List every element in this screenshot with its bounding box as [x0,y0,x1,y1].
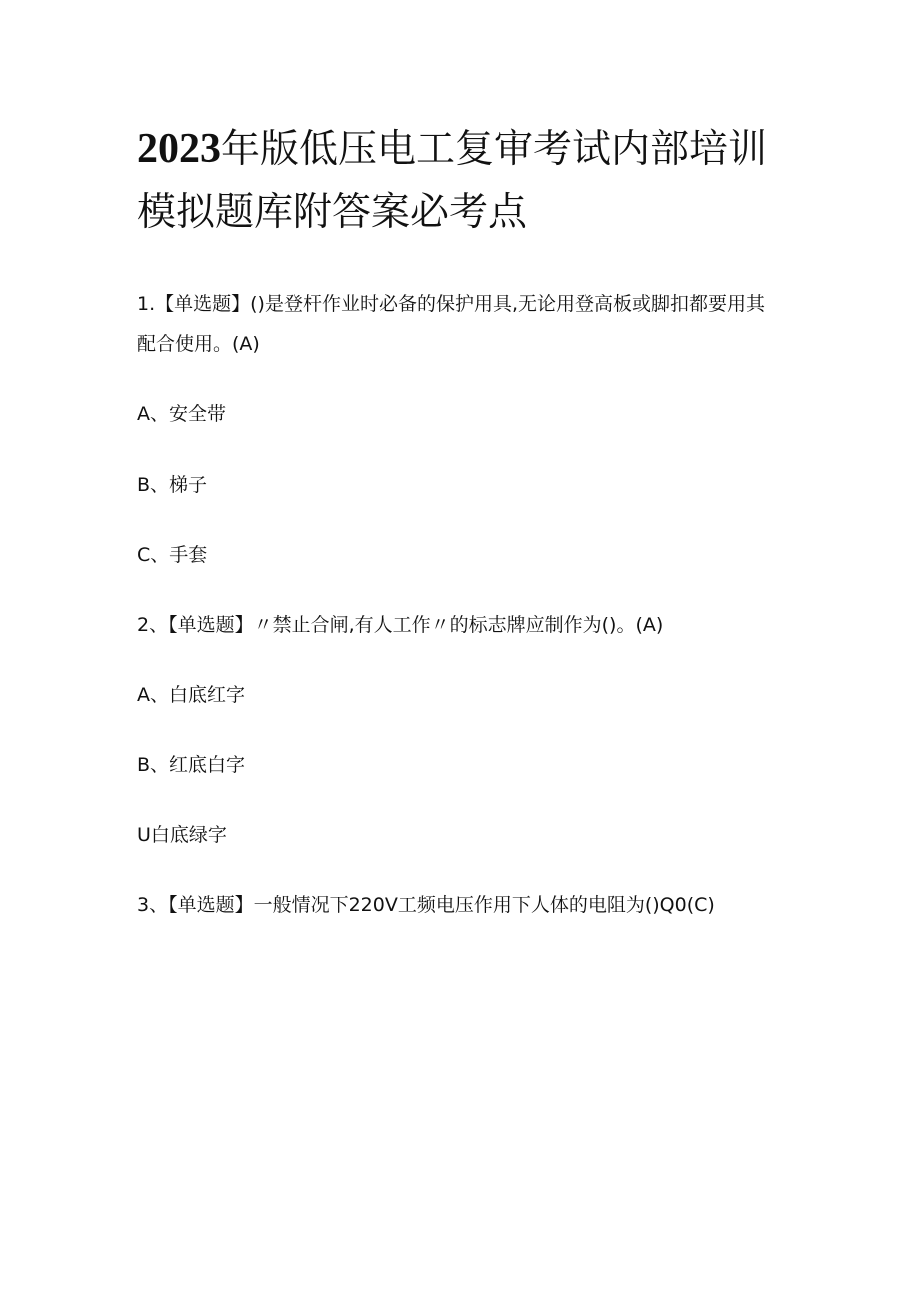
question-3: 3、【单选题】一般情况下220V工频电压作用下人体的电阻为()Q0(C) [137,894,715,916]
question-2-option-a: A、白底红字 [137,684,245,706]
question-2: 2、【单选题】〃禁止合闸,有人工作〃的标志牌应制作为()。(A) [137,614,664,636]
question-1-option-b: B、梯子 [137,474,208,496]
question-1: 1.【单选题】()是登杆作业时必备的保护用具,无论用登高板或脚扣都要用其配合使用。(A) [137,293,765,355]
question-1-option-c: C、手套 [137,544,208,566]
question-2-option-b: B、红底白字 [137,754,246,776]
question-2-option-c: U白底绿字 [137,824,227,846]
title-year: 2023 [137,126,221,172]
question-1-option-a: A、安全带 [137,403,226,425]
document-title [137,118,797,244]
title-text: 年版低压电工复审考试内部培训模拟题库附答案必考点 [137,127,768,235]
